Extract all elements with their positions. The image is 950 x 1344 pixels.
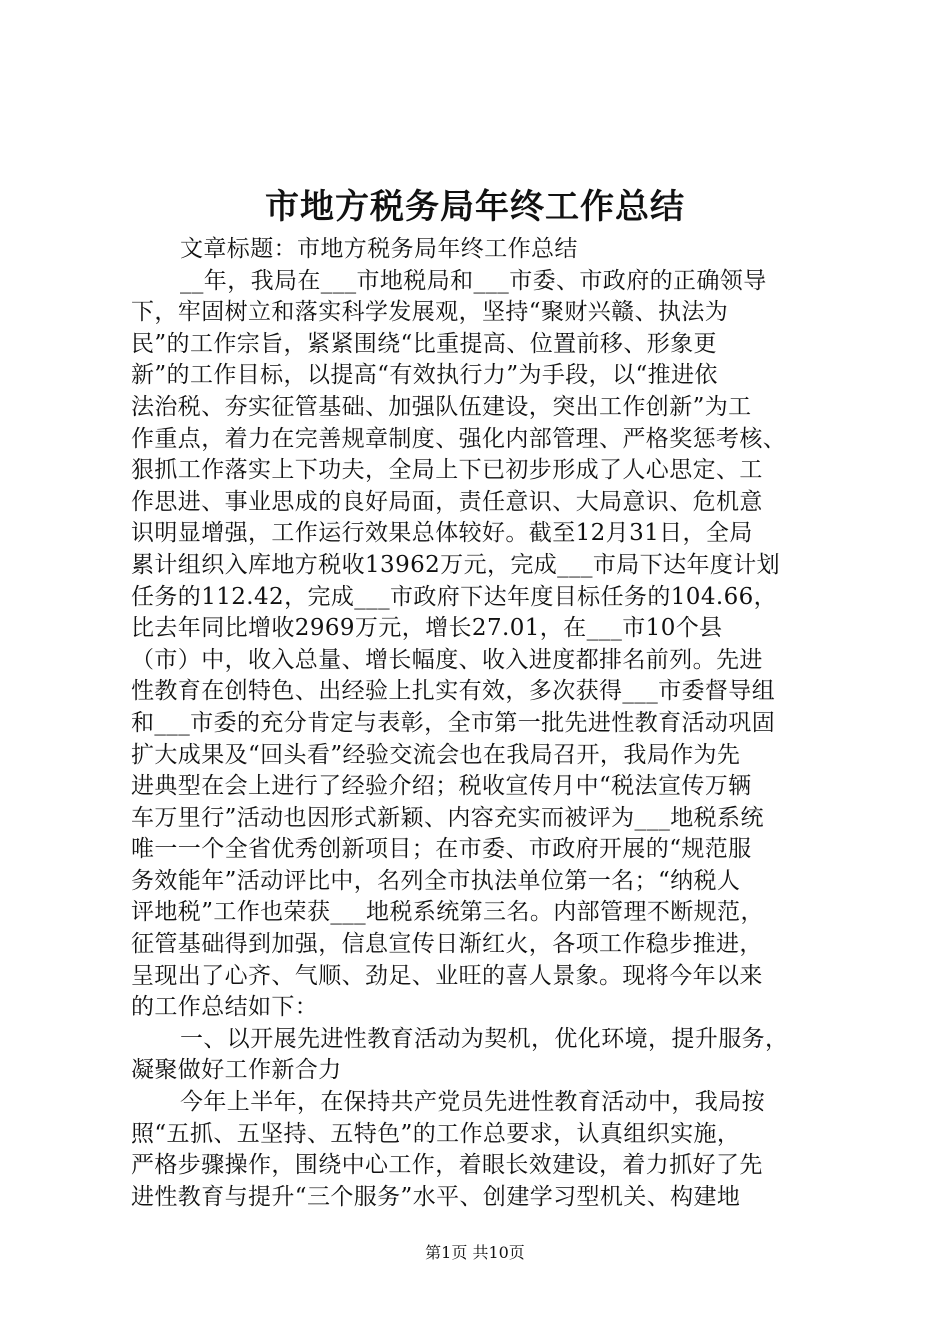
text-line: 作思进、事业思成的良好局面，责任意识、大局意识、危机意 [131,488,763,515]
text-line: 累计组织入库地方税收13962万元，完成___市局下达年度计划 [131,551,781,578]
text-line: 进典型在会上进行了经验介绍；税收宣传月中“税法宣传万辆 [131,773,752,800]
text-line: 评地税”工作也荣获___地税系统第三名。内部管理不断规范， [131,899,764,926]
document-body [131,234,831,1213]
text-line: 和___市委的充分肯定与表彰，全市第一批先进性教育活动巩固 [131,709,776,736]
text-line: 识明显增强，工作运行效果总体较好。截至12月31日，全局 [131,520,753,547]
text-line: 下，牢固树立和落实科学发展观，坚持“聚财兴赣、执法为 [131,299,729,326]
text-line: 照“五抓、五坚持、五特色”的工作总要求，认真组织实施， [131,1120,741,1147]
text-line: 文章标题：市地方税务局年终工作总结 [180,236,578,262]
section-heading-line: 凝聚做好工作新合力 [131,1057,342,1084]
text-line: 严格步骤操作，围绕中心工作，着眼长效建设，着力抓好了先 [131,1152,763,1179]
text-line: 任务的112.42，完成___市政府下达年度目标任务的104.66， [131,583,778,610]
text-line: 狠抓工作落实上下功夫，全局上下已初步形成了人心思定、工 [131,457,763,484]
text-line: 车万里行”活动也因形式新颖、内容充实而被评为___地税系统 [131,804,764,831]
text-line: 新”的工作目标，以提高“有效执行力”为手段，以“推进依 [131,362,718,389]
text-line: 征管基础得到加强，信息宣传日渐红火，各项工作稳步推进， [131,931,763,958]
text-line: 性教育在创特色、出经验上扎实有效，多次获得___市委督导组 [131,678,776,705]
text-line: 比去年同比增收2969万元，增长27.01，在___市10个县 [131,615,723,642]
text-line: __年，我局在___市地税局和___市委、市政府的正确领导 [180,267,767,294]
text-line: 作重点，着力在完善规章制度、强化内部管理、严格奖惩考核、 [131,425,787,452]
text-line: 进性教育与提升“三个服务”水平、创建学习型机关、构建地 [131,1183,741,1210]
document-title: 市地方税务局年终工作总结 [265,187,685,227]
section-heading-line: 一、以开展先进性教育活动为契机，优化环境，提升服务， [180,1025,789,1052]
text-line: 唯一一个全省优秀创新项目；在市委、市政府开展的“规范服 [131,836,752,863]
text-line: 民”的工作宗旨，紧紧围绕“比重提高、位置前移、形象更 [131,330,717,357]
page-indicator: 第1页 共10页 [425,1243,525,1262]
text-line: 务效能年”活动评比中，名列全市执法单位第一名；“纳税人 [131,867,741,894]
text-line: 今年上半年，在保持共产党员先进性教育活动中，我局按 [180,1089,765,1116]
text-line: 法治税、夯实征管基础、加强队伍建设，突出工作创新”为工 [131,393,752,420]
text-line: 扩大成果及“回头看”经验交流会也在我局召开，我局作为先 [131,741,741,768]
text-line: 的工作总结如下： [131,994,319,1021]
text-line: （市）中，收入总量、增长幅度、收入进度都排名前列。先进 [131,646,763,673]
text-line: 呈现出了心齐、气顺、劲足、业旺的喜人景象。现将今年以来 [131,962,763,989]
